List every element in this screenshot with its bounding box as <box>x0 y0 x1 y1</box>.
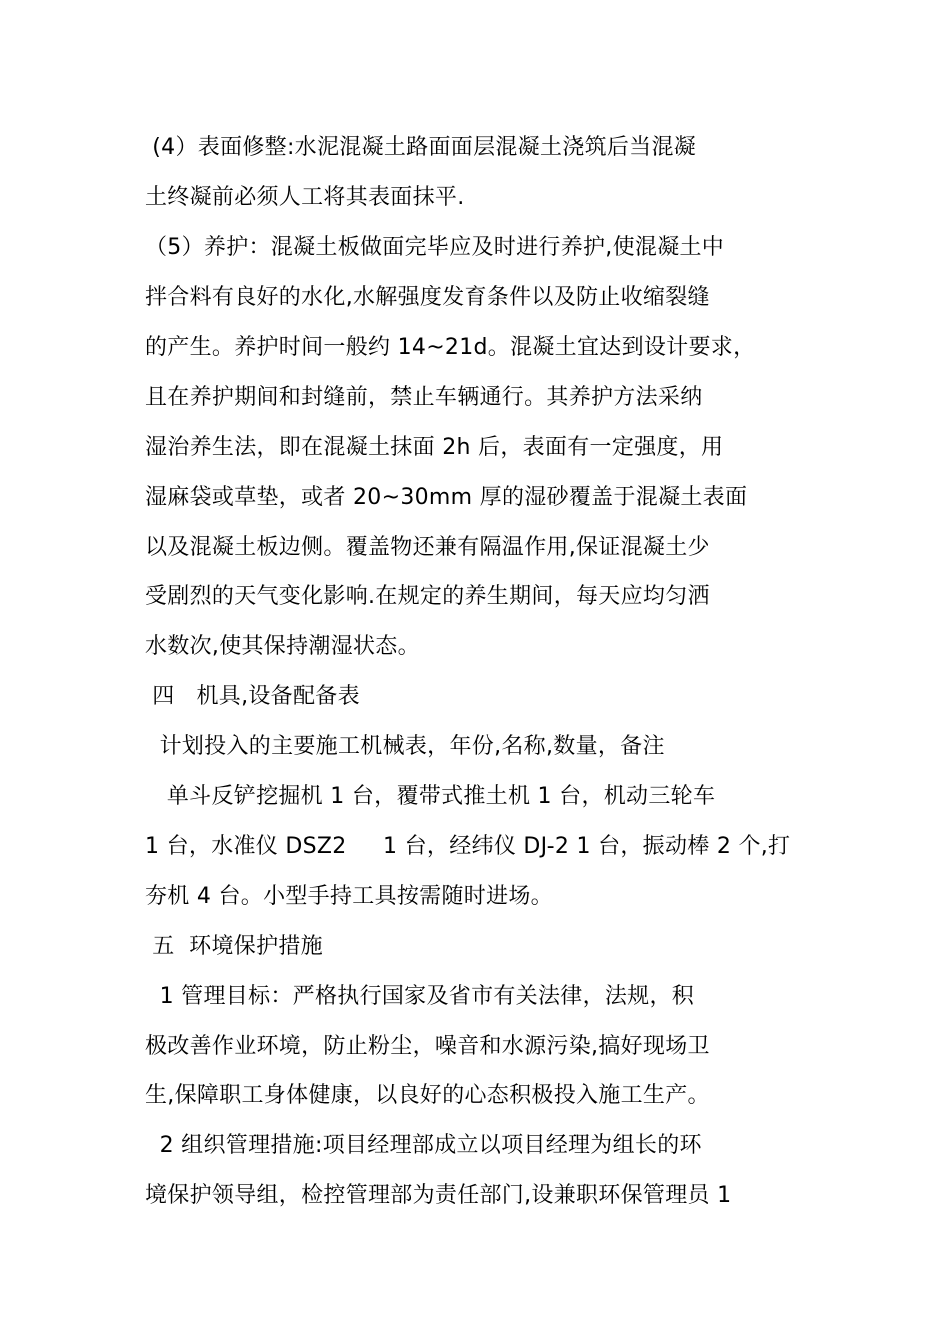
section-heading: 五 环境保护措施 <box>145 934 323 959</box>
text-line: 湿麻袋或草垫，或者 20~30mm 厚的湿砂覆盖于混凝土表面 <box>145 485 748 510</box>
text-line: 且在养护期间和封缝前，禁止车辆通行。其养护方法采纳 <box>145 385 703 410</box>
section-heading: 四 机具,设备配备表 <box>145 684 360 709</box>
text-line: 计划投入的主要施工机械表，年份,名称,数量，备注 <box>145 734 665 759</box>
text-line: 单斗反铲挖掘机 1 台，覆带式推土机 1 台，机动三轮车 <box>145 784 716 809</box>
text-line: 水数次,使其保持潮湿状态。 <box>145 634 420 659</box>
text-line: 的产生。养护时间一般约 14~21d。混凝土宜达到设计要求， <box>145 335 756 360</box>
text-line: 受剧烈的天气变化影响.在规定的养生期间，每天应均匀洒 <box>145 584 710 609</box>
text-line: 拌合料有良好的水化,水解强度发育条件以及防止收缩裂缝 <box>145 285 710 310</box>
text-line: 1 台，水准仪 DSZ2 1 台，经纬仪 DJ-2 1 台，振动棒 2 个,打 <box>145 834 791 859</box>
text-line: 2 组织管理措施:项目经理部成立以项目经理为组长的环 <box>145 1133 702 1158</box>
text-line: 土终凝前必须人工将其表面抹平. <box>145 185 465 210</box>
text-line: 境保护领导组，检控管理部为责任部门,设兼职环保管理员 1 <box>145 1183 732 1208</box>
text-line: （5）养护：混凝土板做面完毕应及时进行养护,使混凝土中 <box>145 235 725 260</box>
text-line: 以及混凝土板边侧。覆盖物还兼有隔温作用,保证混凝土少 <box>145 535 710 560</box>
text-line: 极改善作业环境，防止粉尘，噪音和水源污染,搞好现场卫 <box>145 1034 710 1059</box>
text-line: 湿治养生法，即在混凝土抹面 2h 后，表面有一定强度，用 <box>145 435 724 460</box>
text-line: (4）表面修整:水泥混凝土路面面层混凝土浇筑后当混凝 <box>145 135 697 160</box>
text-line: 夯机 4 台。小型手持工具按需随时进场。 <box>145 884 553 909</box>
text-line: 生,保障职工身体健康，以良好的心态积极投入施工生产。 <box>145 1083 710 1108</box>
text-line: 1 管理目标：严格执行国家及省市有关法律，法规，积 <box>145 984 695 1009</box>
